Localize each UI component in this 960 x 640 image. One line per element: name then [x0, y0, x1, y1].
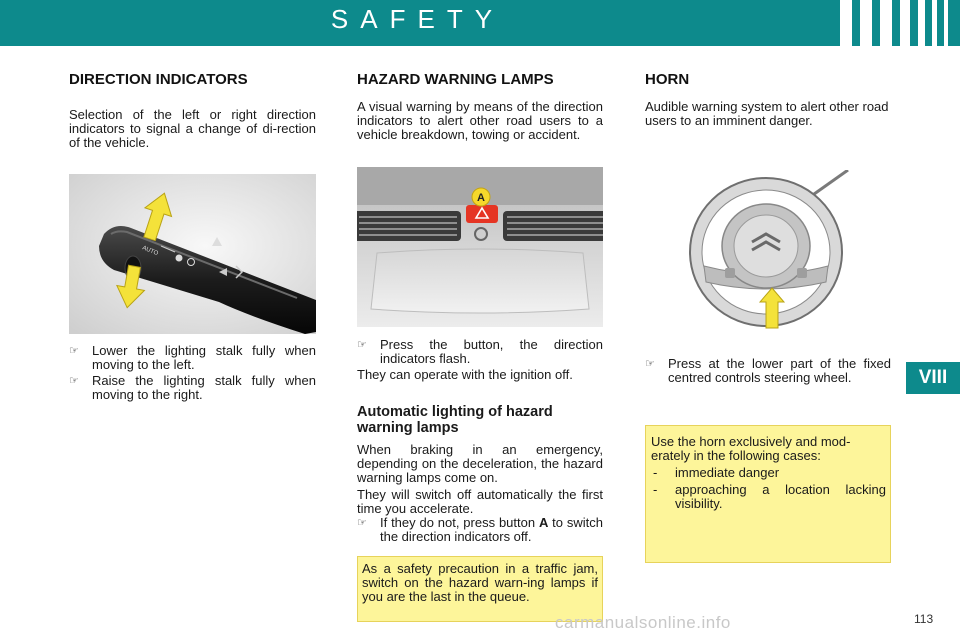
- bullet-lower-stalk: [69, 344, 316, 372]
- header-stripe: [900, 0, 910, 46]
- steering-wheel-photo: [680, 170, 856, 330]
- bullet-press-button-a: [357, 516, 603, 544]
- page-header: [0, 0, 960, 46]
- horn-usage-item-text: approaching a location lacking visibility.: [675, 482, 886, 511]
- bullet-raise-stalk-text: Raise the lighting stalk fully when moving to the right.: [92, 373, 316, 402]
- hazard-switch-photo: [357, 167, 603, 327]
- page-title: SAFETY: [330, 4, 505, 34]
- header-stripe: [918, 0, 925, 46]
- header-stripe: [860, 0, 872, 46]
- direction-indicators-title: DIRECTION INDICATORS: [69, 71, 248, 88]
- automatic-lighting-subtitle: Automatic lighting of hazard warning lamps: [357, 404, 553, 436]
- dash-marker: -: [653, 465, 658, 480]
- hazard-warning-title: HAZARD WARNING LAMPS: [357, 71, 554, 88]
- steering-wheel-illustration: [680, 170, 856, 330]
- bullet-press-button-text: Press the button, the direction indicators flash.: [380, 337, 603, 366]
- hazard-warning-intro: A visual warning by means of the direction indicators to alert other road users to a vehicle breakdown, towing or accident.: [357, 99, 603, 142]
- button-a-reference: A: [538, 515, 549, 530]
- hand-pointer-icon: ☞: [69, 345, 79, 357]
- horn-usage-item: [651, 466, 886, 480]
- dash-marker: -: [653, 482, 658, 497]
- dashboard-illustration: [357, 167, 603, 327]
- hand-pointer-icon: ☞: [645, 358, 655, 370]
- automatic-off-text: They will switch off automatically the first time you accelerate.: [357, 487, 603, 516]
- horn-usage-note: [645, 425, 891, 563]
- lighting-stalk-photo: [69, 174, 316, 334]
- bullet-lower-stalk-text: Lower the lighting stalk fully when moving to the left.: [92, 343, 316, 372]
- header-stripe: [880, 0, 892, 46]
- horn-title: HORN: [645, 71, 690, 88]
- header-stripe: [840, 0, 852, 46]
- bullet-press-button-a-pre: If they do not, press button: [380, 515, 536, 530]
- bullet-raise-stalk: [69, 374, 316, 402]
- ignition-off-text: They can operate with the ignition off.: [357, 367, 573, 382]
- page-number: 113: [914, 612, 934, 626]
- hand-pointer-icon: ☞: [357, 339, 367, 351]
- traffic-jam-note: As a safety precaution in a traffic jam, switch on the hazard warn-ing lamps if you are the last in the queue.: [357, 556, 603, 622]
- horn-usage-item: [651, 483, 886, 511]
- hand-pointer-icon: ☞: [69, 375, 79, 387]
- watermark: carmanualsonline.info: [555, 613, 731, 632]
- bullet-press-button-a-post: to switch the direction indicators off.: [380, 515, 603, 544]
- chapter-tab[interactable]: VIII: [906, 362, 960, 394]
- bullet-press-horn: [645, 357, 891, 385]
- header-stripe: [932, 0, 937, 46]
- hazard-button-label: A: [477, 192, 485, 204]
- lighting-stalk-illustration: [69, 174, 316, 334]
- horn-usage-item-text: immediate danger: [675, 465, 780, 480]
- horn-intro: Audible warning system to alert other road users to an imminent danger.: [645, 99, 889, 128]
- bullet-press-horn-text: Press at the lower part of the fixed centred controls steering wheel.: [668, 356, 891, 385]
- automatic-lighting-text: When braking in an emergency, depending on the deceleration, the hazard warning lamps come on.: [357, 442, 603, 485]
- direction-indicators-intro: Selection of the left or right direction indicators to signal a change of di-rection of the vehicle.: [69, 107, 316, 150]
- header-stripe: [944, 0, 948, 46]
- auto-label: AUTO: [141, 245, 159, 258]
- bullet-press-button: [357, 338, 603, 366]
- horn-usage-note-intro: Use the horn exclusively and mod-erately in the following cases:: [651, 434, 851, 463]
- hand-pointer-icon: ☞: [357, 517, 367, 529]
